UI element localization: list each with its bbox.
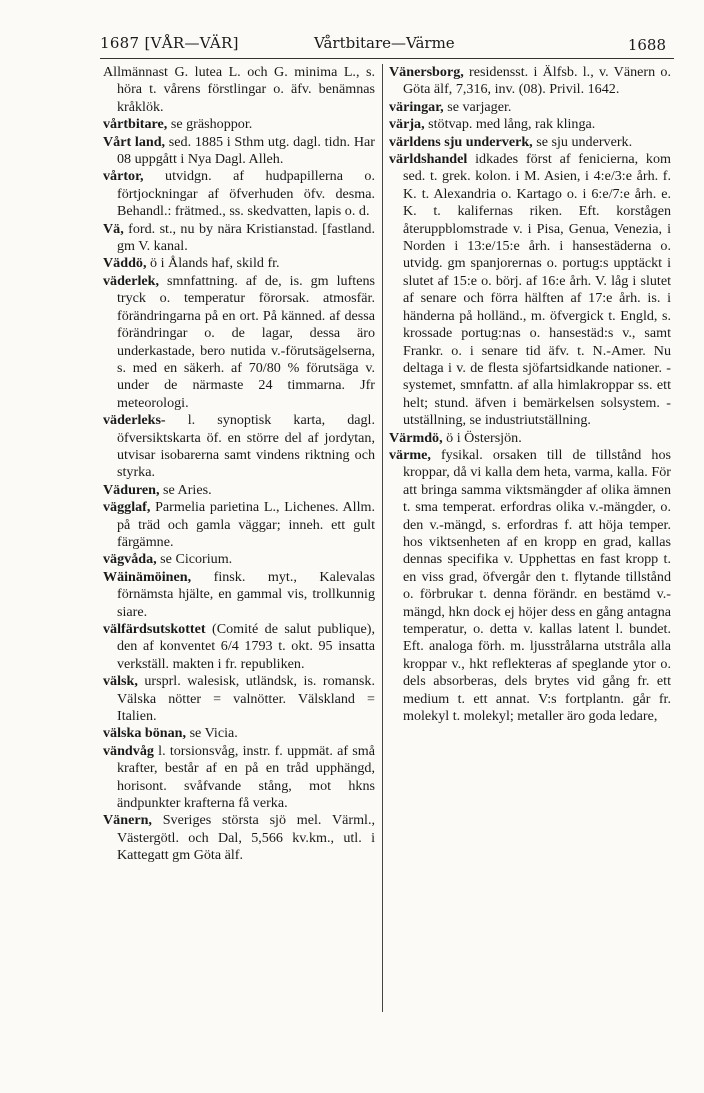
entry: världshandel idkades först af fenicierna, kom sed. t. grek. kolon. i M. Asien, i 4:e/3:e årh. f. K. t. Alexandria o. Kartago o. i 6:e/7:e årh. e. K. t. kalifernas riken. Eft. korstågen återuppblomstrade v. i Pisa, Genua, Venezia, i Norden i 13:e/15:e årh. i hansestäderna o. utvidg. gm spanjorernas o. portug:s upptäckt i slutet af 15:e o. börj. af 16:e årh. V. låg i slutet af senare och förra hälften af 17:e årh. is. i händerna på holländ., m. öfvergick t. Engld, s. krossade portug:nas o. hansestäd:s v., samt Frankr. o. i senare tid äfv. t. N.-Amer. Nu deltaga i v. de flesta sjöfartsidkande nationer. -systemet, smnfattn. af alla himlakroppar ss. ett helt; stund. äfven i bemärkelsen solsystem. -utställning, se industriutställning. [389,151,671,429]
entry: Allmännast G. lutea L. och G. minima L., s. höra t. vårens förstlingar o. äfv. benämnas kråklök. [103,64,375,115]
entry: vägglaf, Parmelia parietina L., Lichenes. Allm. på träd och gamla väggar; inneh. ett gult färgämne. [103,499,375,550]
column-divider [382,64,383,1012]
page-header [100,34,674,60]
left-column [103,64,375,865]
entry: väderlek, smnfattning. af de, is. gm luftens tryck o. temperatur förorsak. atmosfär. förändringarna på en ort. På känned. af dessa förändringar o. de lagar, dessa äro underkastade, bero nutida v.-förutsägelserna, s. med en säkerh. af 70/80 % förutsäga v. under de närmaste 24 timmarna. Jfr meteorologi. [103,272,375,411]
entry: Värmdö, ö i Östersjön. [389,429,522,446]
entry: välsk, ursprl. walesisk, utländsk, is. romansk. Välska nötter = valnötter. Välskland = Italien. [103,673,375,725]
entry: Väduren, se Aries. [103,481,212,498]
entry: Vänersborg, residensst. i Älfsb. l., v. Vänern o. Göta älf, 7,316, inv. (08). Privil. 1642. [389,64,671,98]
right-column [389,64,671,725]
header-page-range: 1687 [VÅR—VÄR] [100,34,239,52]
entry: vändvåg l. torsionsvåg, instr. f. uppmät. af små krafter, består af en på en tråd upphängd, horisont. svåfvande stång, mot hkns ändpunkter krafterna få verka. [103,742,375,812]
entry: världens sju underverk, se sju underverk. [389,133,633,150]
entry: vägvåda, se Cicorium. [103,551,233,568]
entry: Vä, ford. st., nu by nära Kristianstad. [fastland. gm V. kanal. [103,220,375,255]
entry: Väddö, ö i Ålands haf, skild fr. [103,255,280,272]
entry: värme, fysikal. orsaken till de tillstånd hos kroppar, då vi kalla dem heta, varma, kalla. För att bringa samma viktsmängder af olika ämnen t. sma temperat. erfordras olika v.-mängder, o. den v.-mängd, s. erfordras f. att höja temper. hos viktsenheten af en kropp en grad, kallas dennas specifika v. Upphettas en fast kropp t. en viss grad, öfvergår den t. flytande tillstånd o. förbrukar t. denna förändr. en bestämd v.-mängd, hkn dock ej höjer dess en gång antagna temperatur, o. detta v. kallas latent l. bundet. Eft. analoga förh. m. ljusstrålarna utstråla alla kroppar v., hkt reflekteras af speglande ytor o. dels absorberas, dels brytes vid gång fr. ett medium t. ett annat. V:s fortplantn. går fr. molekyl t. molekyl; metaller äro goda ledare, [389,446,671,725]
entry: välska bönan, se Vicia. [103,725,238,742]
entry: vårtbitare, se gräshoppor. [103,116,253,133]
entry: Vänern, Sveriges största sjö mel. Värml., Västergötl. och Dal, 5,566 kv.km., utl. i Kattegatt gm Göta älf. [103,812,375,864]
entry: Wäinämöinen, finsk. myt., Kalevalas förnämsta hjälte, en gammal vis, trollkunnig siare. [103,568,375,620]
header-running-title: Vårtbitare—Värme [314,34,455,52]
entry: välfärdsutskottet (Comité de salut publique), den af konventet 6/4 1793 t. okt. 95 insatta verkställ. makten i fr. republiken. [103,621,375,672]
entry: väderleks- l. synoptisk karta, dagl. öfversiktskarta öf. en större del af jordytan, utvisar isobarerna samt vindens riktning och styrka. [103,412,375,481]
entry: värja, stötvap. med lång, rak klinga. [389,116,596,133]
header-rule [100,58,674,59]
entry: Vårt land, sed. 1885 i Sthm utg. dagl. tidn. Har 08 uppgått i Nya Dagl. Alleh. [103,133,375,168]
entry: vårtor, utvidgn. af hudpapillerna o. förtjockningar af öfverhuden öfv. desma. Behandl.: frätmed., ss. skedvatten, lapis o. d. [103,168,375,220]
entry: väringar, se varjager. [389,98,512,115]
header-page-number: 1688 [627,36,666,54]
